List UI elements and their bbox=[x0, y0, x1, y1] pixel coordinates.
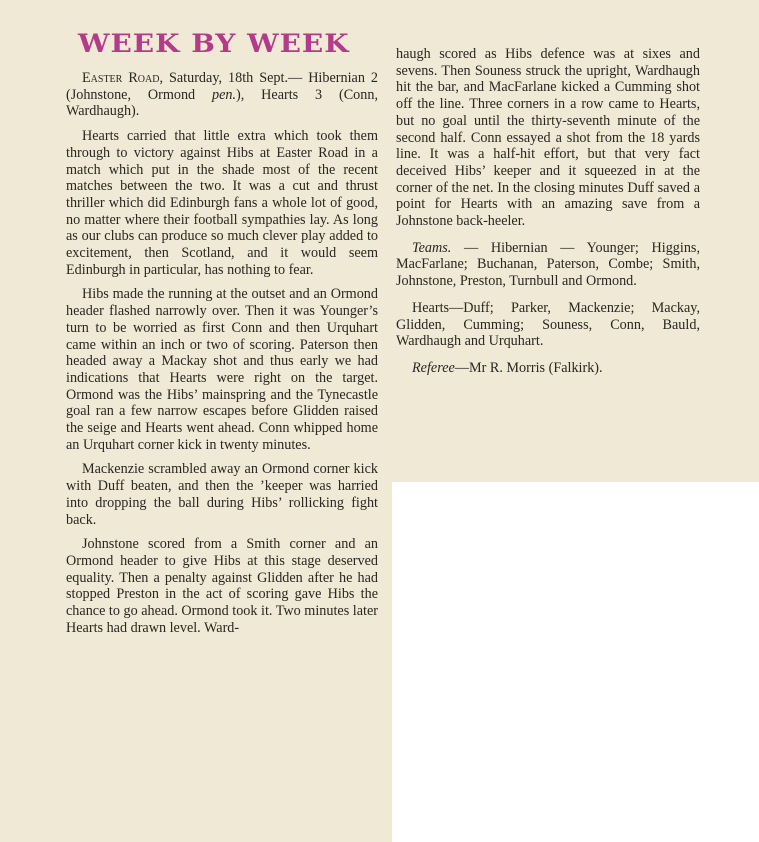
page-title: WEEK BY WEEK bbox=[78, 28, 350, 59]
paragraph-intro: Hearts carried that little extra which took them through to victory against Hibs at Easter Road in a match which put in the shade most of the recent matches between the two. It was a cut and thrust thriller which did Edinburgh fans a whole lot of good, no matter where their football sympathies lay. As long as our clubs can produce so much clever play added to excitement, then Scotland, and it would seem Edinburgh in particular, has nothing to fear. bbox=[66, 128, 378, 278]
referee-line bbox=[396, 360, 700, 377]
result-pre: Hibernian 2 (Johnstone, Ormond bbox=[66, 70, 378, 103]
paragraph-continuation: haugh scored as Hibs defence was at sixes and sevens. Then Souness struck the upright, Wardhaugh hit the bar, and MacFarlane kicked a Cumming shot off the line. Three corners in a row came to Hearts, but no goal until the thirty-seventh minute of the second half. Conn essayed a shot from the 18 yards line. It was a half-hit effort, but that very fact deceived Hibs’ keeper and it squeezed in at the corner of the net. In the closing minutes Duff saved a point for Hearts with an amazing save from a Johnstone back-heeler. bbox=[396, 46, 700, 230]
paragraph-mackenzie: Mackenzie scrambled away an Ormond corner kick with Duff beaten, and then the ’keeper was harried into dropping the ball during Hibs’ rollicking fight back. bbox=[66, 461, 378, 528]
referee-label: Referee bbox=[412, 359, 455, 376]
referee-name: —Mr R. Morris (Falkirk). bbox=[454, 359, 603, 376]
paragraph-outset: Hibs made the running at the outset and an Ormond header flashed narrowly over. Then it was Younger’s turn to be worried as first Conn and then Urquhart came within an inch or two of scoring. Paterson then headed away a Mackay shot and thus early we had indications that Hearts were right on the target. Ormond was the Hibs’ mainspring and the Tynecastle goal ran a few narrow escapes before Glidden raised the seige and Hearts went ahead. Conn whipped home an Urquhart corner kick in twenty minutes. bbox=[66, 286, 378, 453]
result-post: ), Hearts 3 (Conn, Wardhaugh). bbox=[66, 86, 378, 120]
article-left-column bbox=[66, 30, 378, 637]
match-header bbox=[66, 70, 378, 120]
teams-hearts: Hearts—Duff; Parker, Mackenzie; Mackay, Glidden, Cumming; Souness, Conn, Bauld, Wardhaugh and Urquhart. bbox=[396, 299, 700, 350]
match-venue: Easter Road bbox=[82, 70, 160, 86]
paragraph-johnstone: Johnstone scored from a Smith corner and an Ormond header to give Hibs at this stage deserved equality. Then a penalty against Glidden after he had stopped Preston in the act of scoring gave Hibs the chance to go ahead. Ormond took it. Two minutes later Hearts had drawn level. Ward- bbox=[66, 536, 378, 636]
teams-hibernian bbox=[396, 240, 700, 290]
match-date: , Saturday, 18th Sept.— bbox=[159, 70, 303, 86]
teams-hibernian-lineup: — Hibernian — Younger; Higgins, MacFarlane; Buchanan, Paterson, Combe; Smith, Johnstone, Preston, Turnbull and Ormond. bbox=[396, 239, 700, 290]
penalty-note: pen. bbox=[212, 86, 237, 103]
teams-label: Teams. bbox=[412, 239, 452, 256]
article-right-column bbox=[396, 0, 700, 377]
